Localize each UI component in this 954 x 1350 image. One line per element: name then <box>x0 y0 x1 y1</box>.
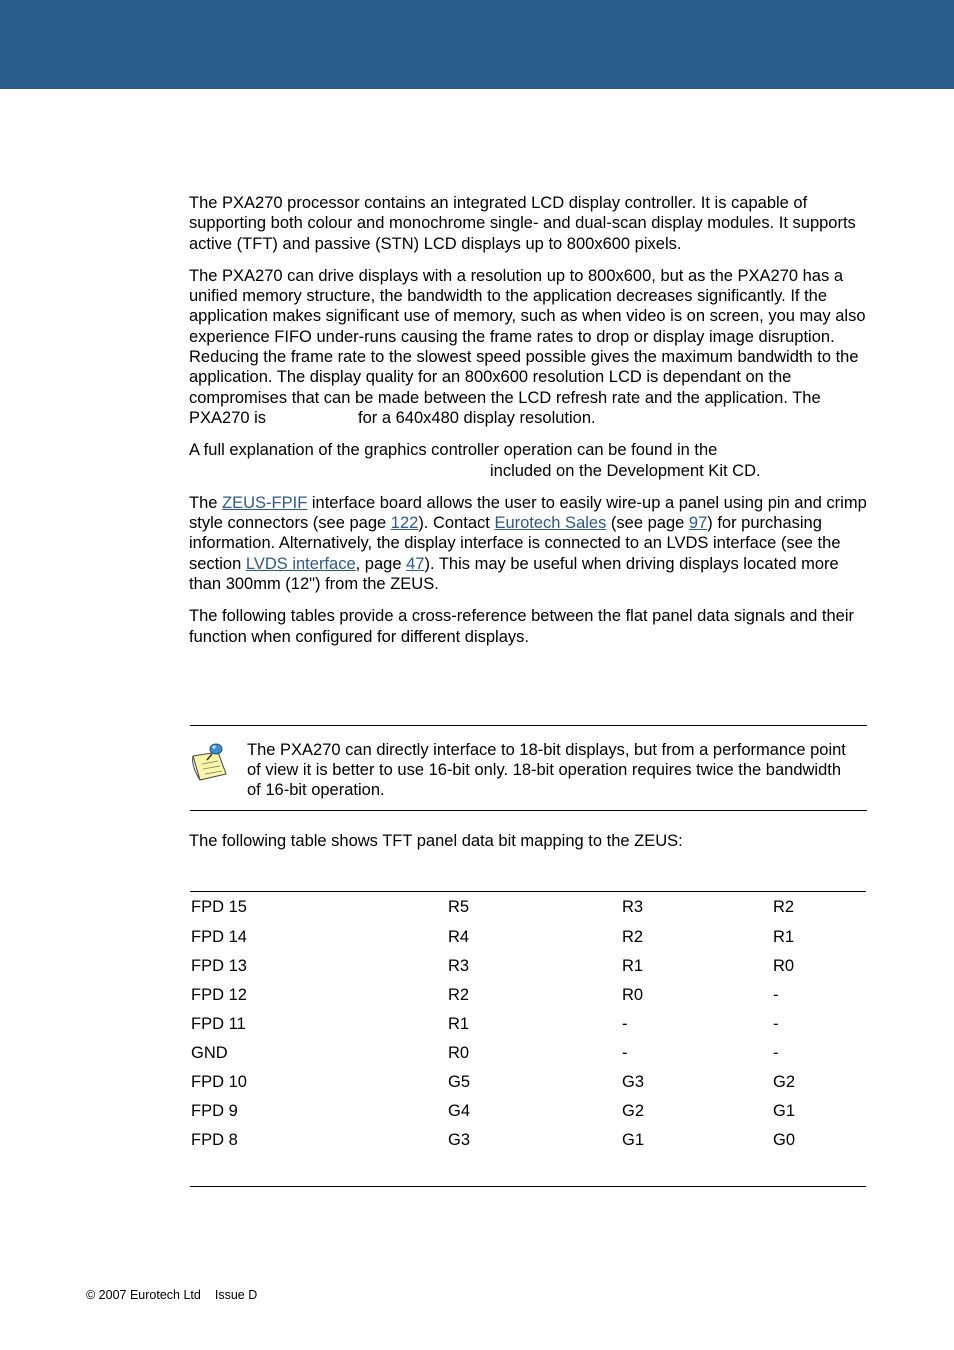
table-cell: FPD 8 <box>191 1131 238 1149</box>
fpif-text-4: (see page <box>606 514 689 533</box>
fpif-text-3: ). Contact <box>418 514 495 533</box>
table-row <box>190 926 866 948</box>
footer-copyright: © 2007 Eurotech Ltd <box>86 1288 201 1302</box>
table-cell: G3 <box>448 1131 471 1149</box>
table-row <box>190 955 866 977</box>
note-pin-icon <box>190 740 230 782</box>
table-row <box>190 1100 866 1122</box>
footer-issue: Issue D <box>214 1288 258 1302</box>
table-row <box>190 1129 866 1151</box>
table-cell: R0 <box>773 957 795 975</box>
table-cell: FPD 13 <box>191 957 247 975</box>
table-cell: G5 <box>448 1073 471 1091</box>
table-cell: FPD 15 <box>191 898 247 916</box>
fpif-text-6: , page <box>355 554 407 573</box>
table-row <box>190 896 866 918</box>
table-cell: G2 <box>622 1102 645 1120</box>
eurotech-sales-link[interactable]: Eurotech Sales <box>494 514 607 533</box>
table-cell: GND <box>191 1044 228 1062</box>
table-cell: G0 <box>773 1131 796 1149</box>
graphics-text-b: included on the Development Kit CD. <box>490 461 761 480</box>
table-cell: R3 <box>448 957 470 975</box>
paragraph-graphics-controller <box>189 440 869 481</box>
fpif-text-5: ) for purchasing information. Alternatively, the display interface is connected to an LVDS interface (see the section <box>189 514 841 573</box>
table-cell: R2 <box>622 928 644 946</box>
table-cell: FPD 9 <box>191 1102 238 1120</box>
paragraph-cross-reference: The following tables provide a cross-reference between the flat panel data signals and their function when configured for different displays. <box>189 607 854 646</box>
table-cell: FPD 12 <box>191 986 247 1004</box>
table-cell: R4 <box>448 928 470 946</box>
table-row <box>190 1013 866 1035</box>
fpif-text-1: The <box>189 493 223 512</box>
table-cell: - <box>773 1044 779 1062</box>
tft-mapping-table <box>190 891 866 1187</box>
table-cell: G4 <box>448 1102 471 1120</box>
table-intro: The following table shows TFT panel data bit mapping to the ZEUS: <box>189 832 683 850</box>
graphics-text-a: A full explanation of the graphics controller operation can be found in the <box>189 441 718 460</box>
table-cell: R2 <box>773 898 795 916</box>
paragraph-resolution <box>189 266 869 428</box>
table-cell: G3 <box>622 1073 645 1091</box>
table-cell: R1 <box>773 928 795 946</box>
paragraph-fpif <box>189 493 869 594</box>
header-band <box>0 0 954 89</box>
table-cell: R0 <box>448 1044 470 1062</box>
paragraph-lcd-controller: The PXA270 processor contains an integrated LCD display controller. It is capable of supporting both colour and monochrome single- and dual-scan display modules. It supports active (TFT) and passive (STN) LCD displays up to 800x600 pixels. <box>189 194 856 253</box>
page-122-link[interactable]: 122 <box>390 514 419 533</box>
table-cell: G2 <box>773 1073 796 1091</box>
table-cell: FPD 11 <box>191 1015 246 1033</box>
page-47-link[interactable]: 47 <box>406 554 425 573</box>
lvds-interface-link[interactable]: LVDS interface <box>245 554 356 573</box>
resolution-text-a: The PXA270 can drive displays with a resolution up to 800x600, but as the PXA270 has a unified memory structure, the bandwidth to the application decreases significantly. If the application makes significant use of memory, such as when video is on screen, you may also experience FIFO under-runs causing the frame rates to drop or display image disruption. Reducing the frame rate to the slowest speed possible gives the maximum bandwidth to the application. The display quality for an 800x600 resolution LCD is dependant on the compromises that can be made between the LCD refresh rate and the application. The PXA270 is <box>189 266 866 427</box>
page-footer <box>86 1287 257 1303</box>
table-cell: FPD 14 <box>191 928 247 946</box>
page-97-link[interactable]: 97 <box>688 514 708 533</box>
table-cell: - <box>773 986 779 1004</box>
table-cell: G1 <box>773 1102 796 1120</box>
table-cell: R5 <box>448 898 470 916</box>
body-text <box>189 193 869 659</box>
table-cell: R1 <box>622 957 644 975</box>
table-cell: G1 <box>622 1131 645 1149</box>
table-row <box>190 1071 866 1093</box>
table-cell: FPD 10 <box>191 1073 247 1091</box>
table-cell: - <box>622 1044 628 1062</box>
note-box <box>190 725 867 811</box>
table-cell: R3 <box>622 898 644 916</box>
table-row <box>190 984 866 1006</box>
fpif-text-7: ). This may be useful when driving displays located more than 300mm (12") from the ZEUS. <box>189 554 839 594</box>
note-text: The PXA270 can directly interface to 18-bit displays, but from a performance point of view it is better to use 16-bit only. 18-bit operation requires twice the bandwidth of 16-bit operation. <box>247 741 846 799</box>
table-cell: R2 <box>448 986 470 1004</box>
table-cell: R0 <box>622 986 644 1004</box>
table-cell: - <box>773 1015 779 1033</box>
zeus-fpif-link[interactable]: ZEUS-FPIF <box>222 493 308 512</box>
table-row <box>190 1042 866 1064</box>
fpif-text-2: interface board allows the user to easily wire-up a panel using pin and crimp style connectors (see page <box>189 493 867 533</box>
resolution-text-b: for a 640x480 display resolution. <box>358 408 596 427</box>
table-cell: - <box>622 1015 628 1033</box>
table-cell: R1 <box>448 1015 470 1033</box>
